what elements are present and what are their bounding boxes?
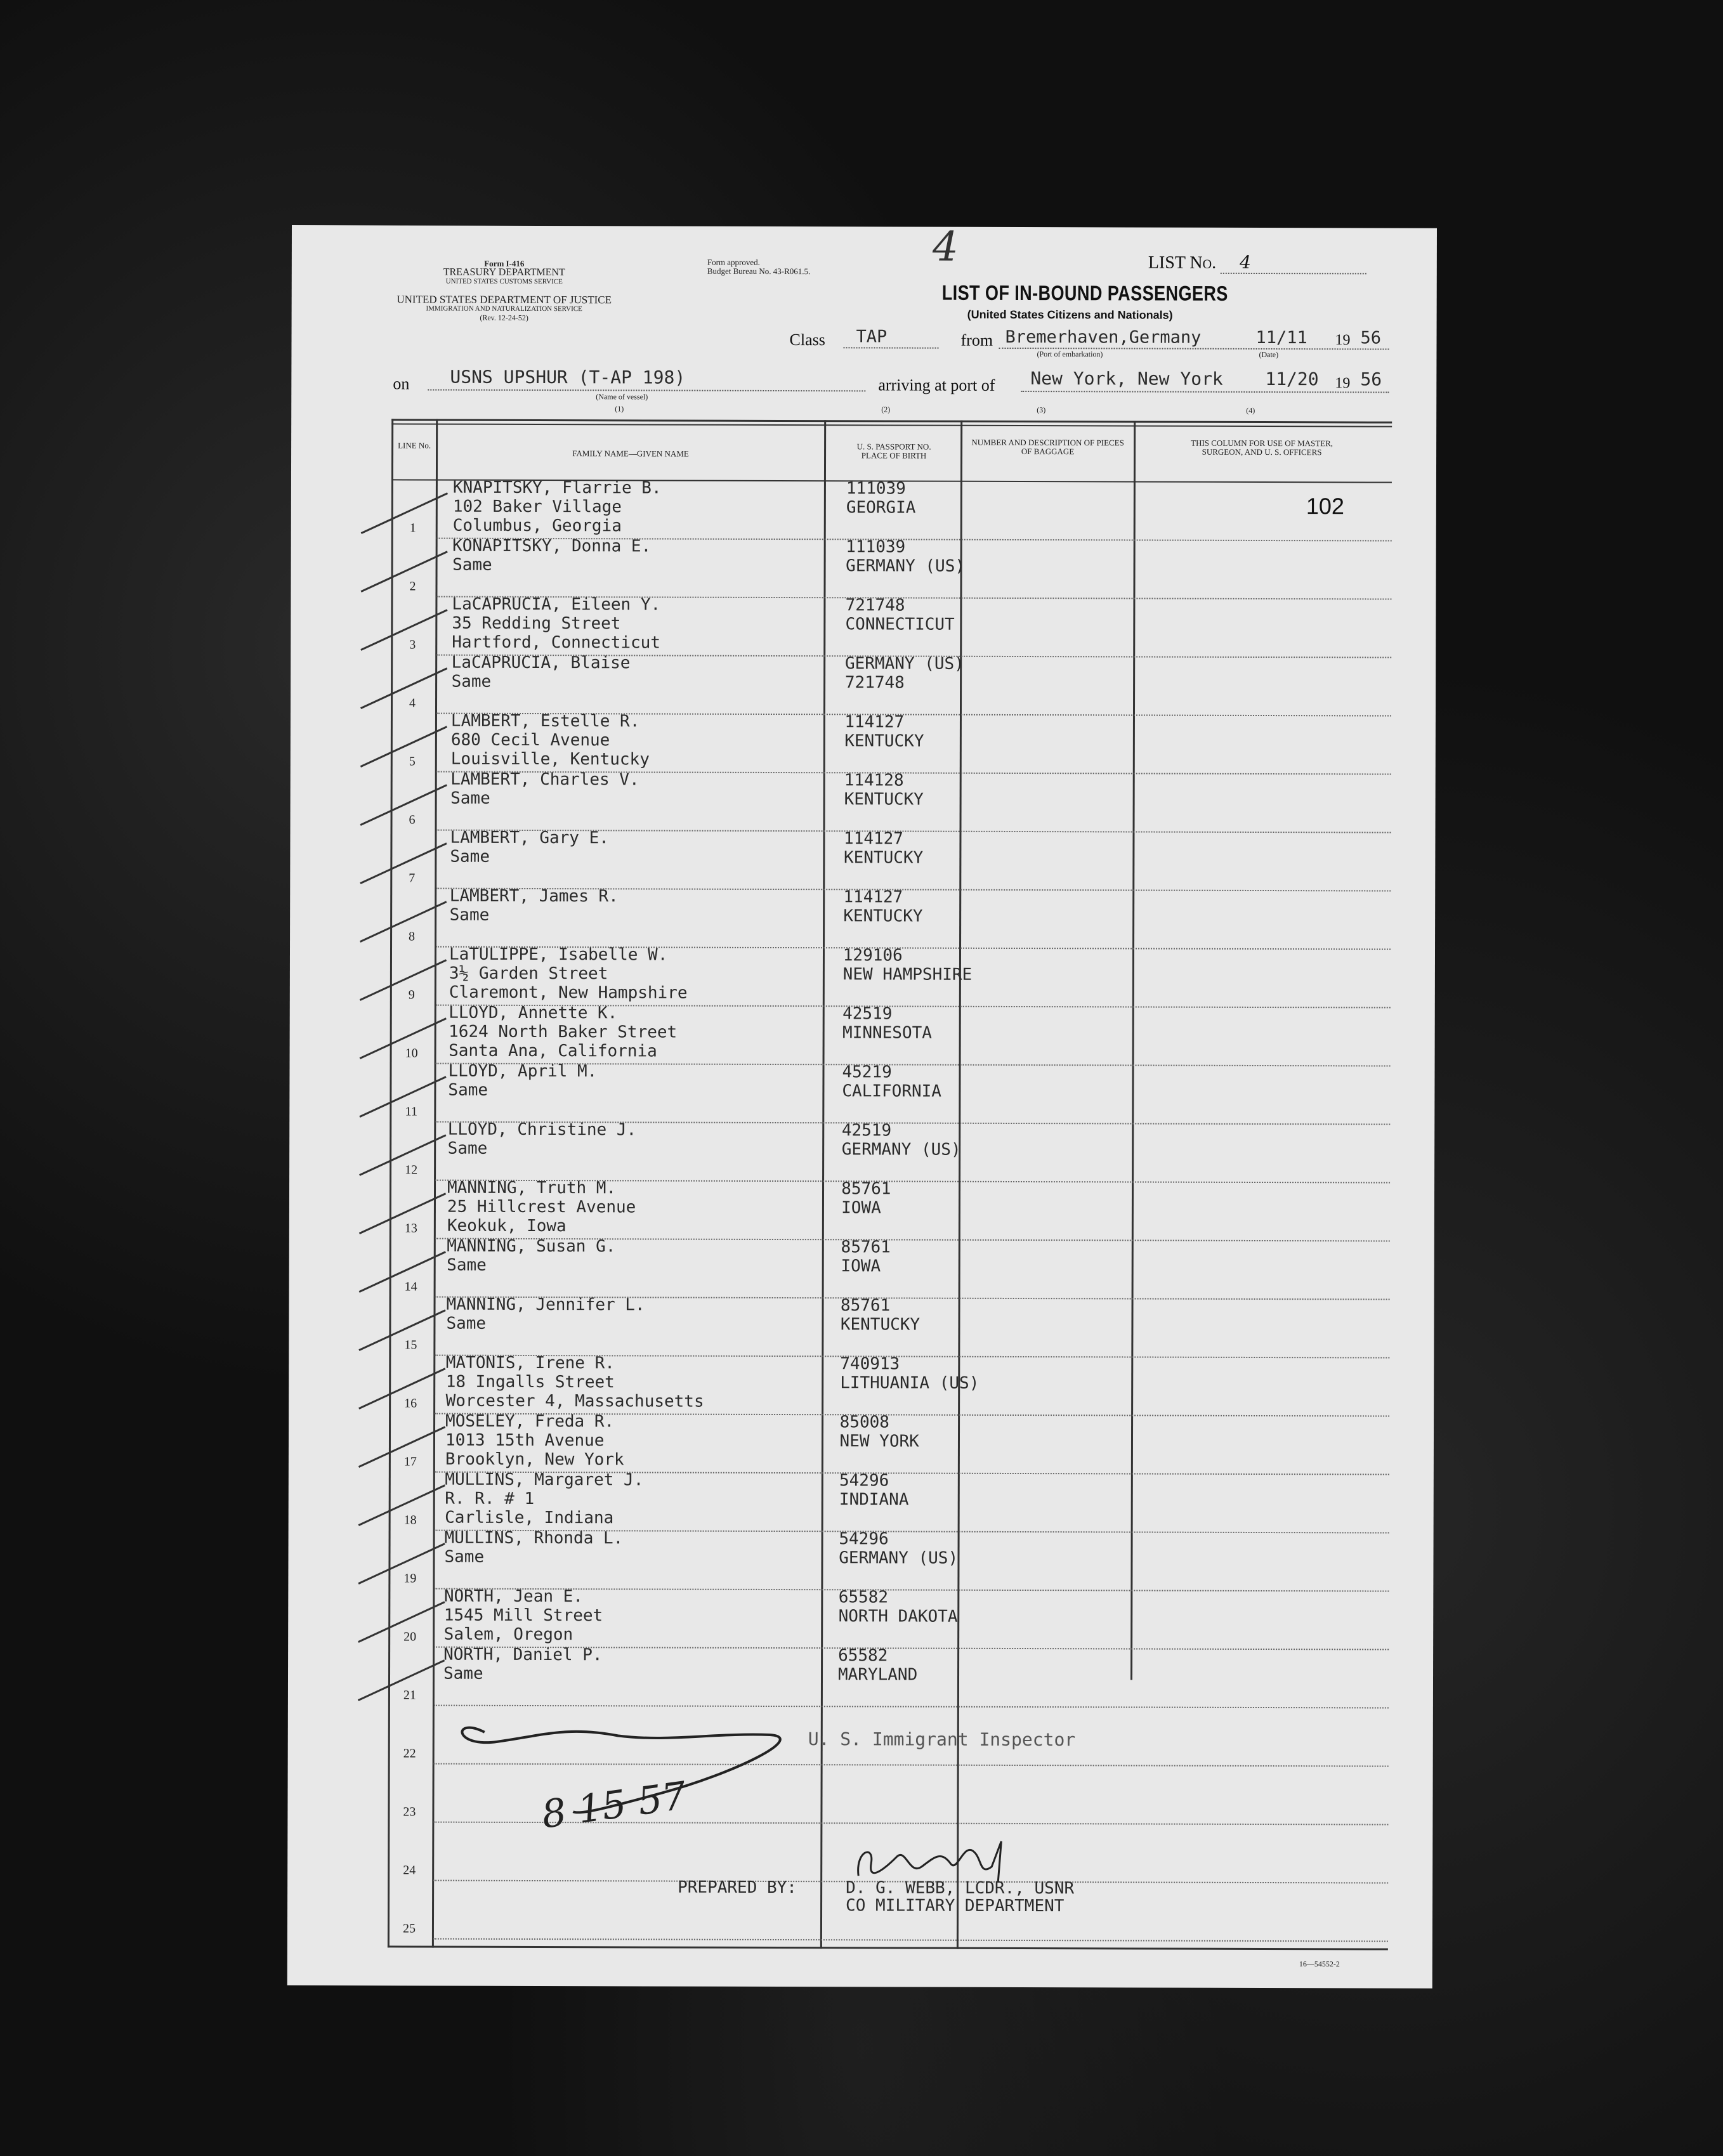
form-approved: Form approved. xyxy=(707,257,760,267)
from-date: 11/11 xyxy=(1255,327,1307,348)
passenger-name-address: LLOYD, April M. Same xyxy=(448,1061,598,1100)
preparer-name: D. G. WEBB, LCDR., USNR xyxy=(846,1878,1075,1898)
passenger-name-address: LAMBERT, Charles V. Same xyxy=(450,769,639,808)
form-page xyxy=(287,225,1437,1989)
print-code: 16—54552-2 xyxy=(1299,1959,1340,1969)
form-number: Form I-416 xyxy=(484,258,525,268)
vessel-caption: (Name of vessel) xyxy=(596,392,648,402)
line-number: 3 xyxy=(409,637,416,652)
line-number: 20 xyxy=(403,1630,417,1644)
handwritten-date: 8 15 57 xyxy=(539,1774,690,1838)
ins-service: IMMIGRATION AND NATURALIZATION SERVICE xyxy=(426,304,582,313)
passport-birthplace: 85761 IOWA xyxy=(841,1238,891,1276)
passport-birthplace: 111039 GEORGIA xyxy=(846,479,916,518)
handwritten-list-number: 4 xyxy=(932,223,959,271)
passport-birthplace: 45219 CALIFORNIA xyxy=(842,1062,942,1101)
line-number: 9 xyxy=(408,988,415,1002)
passenger-name-address: LLOYD, Annette K. 1624 North Baker Street Santa Ana, California xyxy=(449,1003,678,1061)
passport-birthplace: 42519 MINNESOTA xyxy=(842,1004,932,1043)
line-number: 10 xyxy=(405,1046,418,1061)
col-header-baggage: NUMBER AND DESCRIPTION OF PIECES OF BAGGAGE xyxy=(971,437,1124,457)
passport-birthplace: 114127 KENTUCKY xyxy=(843,829,924,868)
passport-birthplace: 114128 KENTUCKY xyxy=(844,771,924,809)
passport-birthplace: 111039 GERMANY (US) xyxy=(846,537,966,576)
arrival-date: 11/20 xyxy=(1265,369,1319,390)
from-port: Bremerhaven,Germany xyxy=(1005,327,1202,348)
date-caption: (Date) xyxy=(1259,350,1279,360)
passport-birthplace: 42519 GERMANY (US) xyxy=(841,1121,961,1160)
passenger-name-address: KONAPITSKY, Donna E. Same xyxy=(452,536,652,575)
passenger-name-address: MOSELEY, Freda R. 1013 15th Avenue Brooklyn, New York xyxy=(445,1411,624,1470)
from-year: 56 xyxy=(1360,328,1382,348)
line-number: 8 xyxy=(409,929,416,944)
passenger-name-address: MANNING, Susan G. Same xyxy=(447,1236,616,1275)
line-number: 18 xyxy=(403,1513,417,1527)
col-number-1: (1) xyxy=(615,404,624,414)
line-number: 21 xyxy=(403,1688,416,1702)
arrival-year: 56 xyxy=(1360,369,1382,390)
passenger-name-address: LAMBERT, Gary E. Same xyxy=(450,828,609,866)
row-divider xyxy=(433,1938,1388,1942)
passenger-name-address: NORTH, Daniel P. Same xyxy=(443,1645,603,1683)
passenger-name-address: LaTULIPPE, Isabelle W. 3½ Garden Street Claremont, New Hampshire xyxy=(449,944,688,1003)
passport-birthplace: 65582 NORTH DAKOTA xyxy=(838,1588,958,1626)
passport-birthplace: 65582 MARYLAND xyxy=(837,1646,918,1685)
passenger-name-address: LLOYD, Christine J. Same xyxy=(447,1120,637,1158)
line-number: 7 xyxy=(409,871,416,885)
form-title: LIST OF IN-BOUND PASSENGERS xyxy=(941,280,1228,305)
arrival-year-prefix: 19 xyxy=(1335,375,1351,392)
inspector-signature xyxy=(414,1704,859,1851)
list-no-label: LIST No. xyxy=(1148,252,1217,273)
passport-birthplace: 740913 LITHUANIA (US) xyxy=(840,1354,979,1393)
line-number: 15 xyxy=(404,1338,417,1352)
line-number: 22 xyxy=(403,1746,416,1761)
from-label: from xyxy=(960,330,993,350)
class-value: TAP xyxy=(856,327,888,347)
line-number: 4 xyxy=(409,696,416,710)
form-subtitle: (United States Citizens and Nationals) xyxy=(967,308,1173,322)
passenger-name-address: NORTH, Jean E. 1545 Mill Street Salem, Oregon xyxy=(443,1586,603,1645)
passenger-name-address: LAMBERT, Estelle R. 680 Cecil Avenue Louisville, Kentucky xyxy=(450,711,650,769)
line-number: 25 xyxy=(402,1921,416,1936)
col-number-4: (4) xyxy=(1246,405,1255,415)
col-header-name: FAMILY NAME—GIVEN NAME xyxy=(572,448,689,459)
customs-service: UNITED STATES CUSTOMS SERVICE xyxy=(445,277,563,286)
list-no-value: 4 xyxy=(1221,252,1366,275)
line-number: 16 xyxy=(404,1396,417,1411)
passenger-name-address: MULLINS, Rhonda L. Same xyxy=(444,1528,624,1567)
passport-birthplace: 85761 KENTUCKY xyxy=(840,1296,920,1335)
passenger-name-address: MANNING, Jennifer L. Same xyxy=(446,1295,645,1333)
line-number: 11 xyxy=(405,1104,417,1119)
justice-dept: UNITED STATES DEPARTMENT OF JUSTICE xyxy=(396,293,612,306)
embarkation-caption: (Port of embarkation) xyxy=(1037,350,1103,359)
line-number: 5 xyxy=(409,754,416,769)
line-number: 1 xyxy=(409,521,416,535)
passport-birthplace: 54296 GERMANY (US) xyxy=(839,1529,959,1568)
passport-birthplace: 54296 INDIANA xyxy=(839,1471,909,1510)
col-header-officers: THIS COLUMN FOR USE OF MASTER, SURGEON, AND U. S. OFFICERS xyxy=(1191,438,1333,457)
revision-date: (Rev. 12-24-52) xyxy=(480,313,528,322)
inspector-caption: U. S. Immigrant Inspector xyxy=(808,1728,1076,1751)
passenger-name-address: LAMBERT, James R. Same xyxy=(449,886,619,925)
officer-note: 102 xyxy=(1306,493,1344,519)
from-year-prefix: 19 xyxy=(1335,332,1351,349)
line-number: 14 xyxy=(404,1279,417,1294)
col-number-3: (3) xyxy=(1037,405,1046,415)
budget-bureau: Budget Bureau No. 43-R061.5. xyxy=(707,266,811,277)
passenger-name-address: LaCAPRUCIA, Eileen Y. 35 Redding Street Hartford, Connecticut xyxy=(452,594,661,653)
passport-birthplace: 114127 KENTUCKY xyxy=(844,712,924,751)
passport-birthplace: 721748 CONNECTICUT xyxy=(845,596,955,634)
line-number: 12 xyxy=(405,1163,418,1177)
treasury-dept: TREASURY DEPARTMENT xyxy=(443,266,565,278)
line-number: 24 xyxy=(403,1863,416,1878)
passenger-name-address: LaCAPRUCIA, Blaise Same xyxy=(451,653,631,691)
line-number: 17 xyxy=(403,1454,417,1469)
passport-birthplace: 85761 IOWA xyxy=(841,1179,891,1218)
passenger-name-address: MULLINS, Margaret J. R. R. # 1 Carlisle, Indiana xyxy=(445,1470,644,1528)
passenger-name-address: MATONIS, Irene R. 18 Ingalls Street Worcester 4, Massachusetts xyxy=(445,1353,704,1411)
arriving-label: arriving at port of xyxy=(878,376,995,395)
passport-birthplace: 114127 KENTUCKY xyxy=(843,887,923,926)
prepared-by-label: PREPARED BY: xyxy=(678,1878,797,1898)
line-number: 6 xyxy=(409,813,416,827)
passport-birthplace: 85008 NEW YORK xyxy=(839,1413,919,1451)
col-number-2: (2) xyxy=(881,405,891,414)
vessel-name: USNS UPSHUR (T-AP 198) xyxy=(450,366,686,388)
passenger-name-address: KNAPITSKY, Flarrie B. 102 Baker Village Columbus, Georgia xyxy=(452,478,662,536)
passport-birthplace: GERMANY (US) 721748 xyxy=(844,654,964,693)
passport-birthplace: 129106 NEW HAMPSHIRE xyxy=(842,946,973,984)
arrival-port: New York, New York xyxy=(1030,368,1223,389)
line-number: 2 xyxy=(409,579,416,594)
line-number: 13 xyxy=(404,1221,417,1236)
line-number: 23 xyxy=(403,1805,416,1819)
col-header-line-no: LINE No. xyxy=(398,440,431,450)
line-number: 19 xyxy=(403,1571,417,1586)
passenger-name-address: MANNING, Truth M. 25 Hillcrest Avenue Keokuk, Iowa xyxy=(447,1178,636,1236)
preparer-department: CO MILITARY DEPARTMENT xyxy=(846,1896,1065,1916)
on-label: on xyxy=(393,374,410,393)
class-label: Class xyxy=(789,330,825,350)
col-header-passport: U. S. PASSPORT NO. PLACE OF BIRTH xyxy=(856,441,931,461)
